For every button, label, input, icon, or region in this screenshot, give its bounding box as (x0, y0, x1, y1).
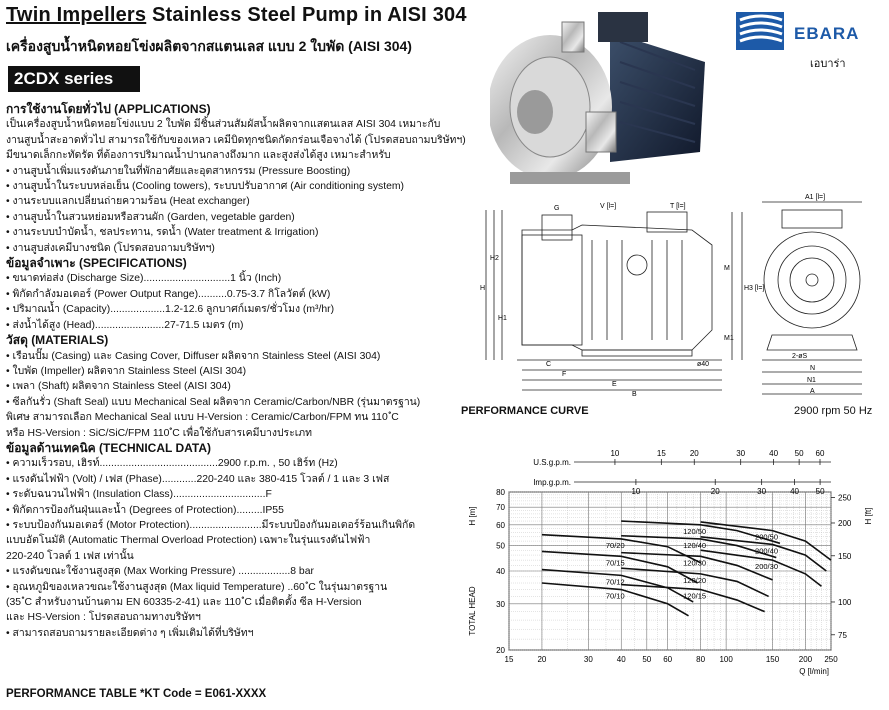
performance-table-label: PERFORMANCE TABLE *KT Code = E061-XXXX (6, 688, 267, 700)
us-gpm-tick-label: 10 (610, 449, 620, 458)
dim-n1-label: N1 (807, 377, 816, 384)
y-tick-label: 30 (496, 599, 505, 609)
specifications-item: • ส่งน้ำได้สูง (Head)........................27-71.5 เมตร (m) (6, 319, 244, 331)
applications-item: • งานสูบน้ำในระบบหล่อเย็น (Cooling towers), ระบบปรับอากาศ (Air conditioning system) (6, 181, 405, 193)
curve-label: 70/20 (605, 540, 625, 550)
dim-h1-label: H1 (498, 315, 507, 322)
dim-m1-label: M1 (724, 335, 734, 342)
curve-label: 70/10 (605, 591, 625, 601)
applications-item: • งานสูบน้ำในสวนหย่อมหรือสวนผัก (Garden, vegetable garden) (6, 211, 295, 223)
curve-label: 70/15 (605, 558, 625, 568)
y-right-tick-label: 100 (838, 597, 852, 607)
x-tick-label: 60 (663, 655, 673, 664)
materials-item: • ใบพัด (Impeller) ผลิตจาก Stainless Steel (AISI 304) (6, 365, 247, 377)
imp-gpm-tick-label: 20 (710, 487, 720, 496)
pump-photo (490, 2, 710, 192)
y-tick-label: 50 (496, 541, 505, 551)
x-axis-label: Q [l/min] (799, 667, 829, 676)
applications-section (6, 102, 466, 641)
dim-a-label: A (810, 388, 815, 395)
technical-item: แบบอัตโนมัติ (Automatic Thermal Overload Protection) เฉพาะในรุ่นแรงดันไฟฟ้า (6, 535, 371, 547)
curve-label: 120/40 (683, 540, 707, 550)
us-gpm-tick-label: 40 (769, 449, 779, 458)
curve-label: 120/15 (683, 591, 707, 601)
specifications-item: • ขนาดท่อส่ง (Discharge Size)..............................1 นิ้ว (Inch) (6, 273, 282, 285)
technical-item: 220-240 โวลต์ 1 เฟส เท่านั้น (6, 550, 134, 562)
curve-label: 120/30 (683, 558, 707, 568)
applications-item: • งานระบบแลกเปลี่ยนถ่ายความร้อน (Heat exchanger) (6, 196, 250, 208)
dim-m-label: M (724, 265, 730, 272)
imp-gpm-tick-label: 40 (790, 487, 800, 496)
dim-h3-label: H3 [l=] (744, 285, 765, 292)
dim-h2-label: H2 (490, 255, 499, 262)
technical-item: • แรงดันไฟฟ้า (Volt) / เฟส (Phase)............220-240 และ 380-415 โวลต์ / 1 และ 3 เฟส (6, 473, 390, 485)
curve-label: 200/30 (755, 562, 779, 572)
title-rest: Stainless Steel Pump in AISI 304 (146, 4, 467, 26)
y-tick-label: 60 (496, 520, 505, 530)
y-right-tick-label: 200 (838, 518, 852, 528)
y-tick-label: 20 (496, 646, 505, 655)
dim-phi40-label: ø40 (697, 361, 710, 368)
dim-g-label: G (554, 205, 560, 212)
technical-heading: ข้อมูลด้านเทคนิค (TECHNICAL DATA) (6, 440, 211, 455)
materials-heading: วัสดุ (MATERIALS) (6, 333, 109, 348)
applications-intro-line: งานสูบน้ำสะอาดทั่วไป สามารถใช้กับของเหลว เคมีบิดทุกชนิดกัดกร่อนเจือจางได้ (โปรดสอบถามบริษัทฯ) (6, 134, 466, 146)
y-axis-label-left: H [m] (468, 506, 477, 526)
title-underlined-part: Twin Impellers (6, 4, 147, 26)
series-badge: 2CDX series (8, 66, 140, 92)
applications-intro-line: มีขนาดเล็กกะทัดรัด ที่ต้องการปริมาณน้ำปานกลางถึงมาก และสูงส่งได้สูง เหมาะสำหรับ (6, 150, 391, 162)
brand-name-thai: เอบาร่า (810, 58, 846, 70)
x-tick-label: 80 (696, 655, 706, 664)
materials-item: พิเศษ สามารถเลือก Mechanical Seal แบบ H-Version : Ceramic/Carbon/FPM ทน 110 ํC (6, 412, 399, 424)
dim-h-label: H (480, 285, 486, 292)
applications-heading: การใช้งานโดยทั่วไป (APPLICATIONS) (6, 102, 211, 116)
technical-item: • พิกัดการป้องกันฝุ่นและน้ำ (Degrees of Protection).........IP55 (6, 504, 284, 516)
us-gpm-tick-label: 15 (656, 449, 666, 458)
technical-item: • ความเร็วรอบ, เฮิรท์.........................................2900 r.p.m. , 50 เฮิร์ท (Hz) (6, 458, 338, 470)
curve-label: 200/50 (755, 532, 779, 542)
x-tick-label: 200 (798, 655, 813, 664)
page-subtitle: เครื่องสูบน้ำหนิดหอยโข่งผลิตจากสแตนเลส แบบ 2 ใบพัด (AISI 304) (6, 38, 412, 54)
applications-item: • งานสูบส่งเคมีบางชนิด (โปรดสอบถามบริษัทฯ) (6, 242, 215, 254)
applications-item: • งานระบบบำบัดน้ำ, ชลประทาน, รดน้ำ (Water treatment & Irrigation) (6, 227, 319, 239)
dim-b-label: B (632, 391, 637, 398)
us-gpm-tick-label: 50 (794, 449, 804, 458)
imp-gpm-tick-label: 30 (757, 487, 767, 496)
y-tick-label: 80 (496, 488, 505, 497)
dimension-drawing (462, 190, 882, 400)
technical-item: • แรงดันขณะใช้งานสูงสุด (Max Working Pressure) ..................8 bar (6, 566, 314, 578)
us-gpm-tick-label: 30 (736, 449, 746, 458)
y-tick-label: 40 (496, 567, 505, 576)
us-gpm-tick-label: 20 (689, 449, 699, 458)
y-right-tick-label: 250 (838, 493, 852, 503)
technical-item: และ HS-Version : โปรดสอบถามทางบริษัทฯ (6, 612, 201, 624)
page-title (6, 4, 467, 27)
dim-f-label: F (562, 371, 567, 378)
materials-item: หรือ HS-Version : SiC/SiC/FPM 110 ํC เพื่อใช้กับสารเคมีบางประเภท (6, 427, 312, 439)
dim-c-label: C (546, 361, 552, 368)
x-tick-label: 100 (719, 655, 733, 664)
x-tick-label: 250 (824, 655, 838, 664)
x-tick-label: 20 (537, 655, 547, 664)
performance-curve-label: PERFORMANCE CURVE (461, 405, 589, 417)
imp-gpm-tick-label: 10 (631, 487, 641, 496)
y-axis-label-right: H [ft] (864, 507, 873, 525)
applications-item: • งานสูบน้ำเพิ่มแรงดันภายในที่พักอาศัยและอุตสาหกรรม (Pressure Boosting) (6, 165, 351, 177)
curve-label: 120/20 (683, 575, 707, 585)
us-gpm-tick-label: 60 (815, 449, 825, 458)
technical-item: • ระดับฉนวนไฟฟ้า (Insulation Class)................................F (6, 489, 272, 501)
us-gpm-label: U.S.g.p.m. (533, 458, 571, 467)
x-tick-label: 30 (583, 655, 593, 664)
y-tick-label: 70 (496, 503, 505, 513)
x-tick-label: 15 (504, 655, 514, 664)
specifications-heading: ข้อมูลจำเพาะ (SPECIFICATIONS) (6, 256, 187, 271)
brand-name: EBARA (794, 24, 860, 43)
imp-gpm-tick-label: 50 (815, 487, 825, 496)
specifications-item: • ปริมาณน้ำ (Capacity)...................1.2-12.6 ลูกบาศก์เมตร/ชั่วโมง (m³/hr) (6, 304, 335, 316)
curve-label: 200/40 (755, 546, 779, 556)
materials-item: • ซีลกันรั่ว (Shaft Seal) แบบ Mechanical Seal ผลิตจาก Ceramic/Carbon/NBR (รุ่นมาตรฐาน) (6, 396, 421, 408)
technical-item: • อุณหภูมิของเหลวขณะใช้งานสูงสุด (Max liquid Temperature) ..60 ํC ในรุ่นมาตรฐาน (6, 581, 388, 593)
dim-t-label: T [l=] (670, 203, 686, 210)
dim-n-label: N (810, 365, 816, 372)
curve-label: 120/50 (683, 526, 707, 536)
technical-item: • ระบบป้องกันมอเตอร์ (Motor Protection).........................มีระบบป้องกันมอเตอร์ร้อนเกินพิกัด (6, 519, 416, 531)
x-tick-label: 50 (642, 655, 652, 664)
materials-item: • เพลา (Shaft) ผลิตจาก Stainless Steel (AISI 304) (6, 381, 231, 393)
y-right-tick-label: 150 (838, 551, 852, 561)
dim-a1-label: A1 [l=] (805, 194, 826, 201)
y-right-tick-label: 75 (838, 630, 847, 640)
curve-label: 70/12 (605, 577, 625, 587)
technical-item: • สามารถสอบถามรายละเอียดต่าง ๆ เพิ่มเติมได้ที่บริษัทฯ (6, 627, 254, 639)
dim-ns-label: 2-øS (792, 353, 808, 360)
x-tick-label: 40 (616, 655, 626, 664)
performance-chart (461, 440, 881, 705)
dim-e-label: E (612, 381, 617, 388)
dim-v-label: V [l=] (600, 203, 617, 210)
imp-gpm-label: Imp.g.p.m. (533, 478, 571, 487)
x-tick-label: 150 (765, 655, 780, 664)
specifications-item: • พิกัดกำลังมอเตอร์ (Power Output Range)..........0.75-3.7 กิโลวัตต์ (kW) (6, 288, 331, 300)
applications-intro-line: เป็นเครื่องสูบน้ำหนิดหอยโข่งแบบ 2 ใบพัด มีชิ้นส่วนสัมผัสน้ำผลิตจากแสตนเลส AISI 304 เหมาะกับ (6, 119, 441, 131)
total-head-label: TOTAL HEAD (468, 586, 477, 636)
technical-item: (35 ํC สำหรับงานบ้านตาม EN 60335-2-41) และ 110 ํC เมื่อติดตั้ง ซีล H-Version (6, 597, 362, 608)
rpm-label: 2900 rpm 50 Hz (794, 405, 873, 417)
materials-item: • เรือนปั๊ม (Casing) และ Casing Cover, Diffuser ผลิตจาก Stainless Steel (AISI 304) (6, 350, 381, 362)
